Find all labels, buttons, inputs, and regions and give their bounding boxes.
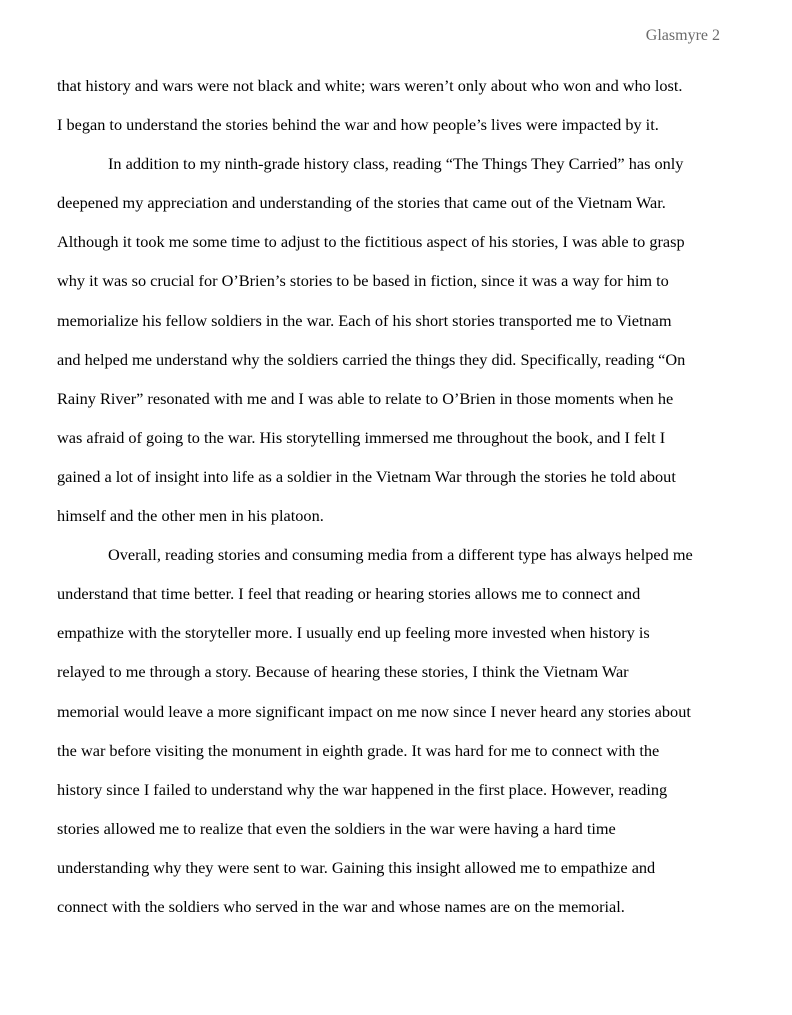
- text-line: empathize with the storyteller more. I usually end up feeling more invested when history is: [57, 623, 650, 643]
- text-line: stories allowed me to realize that even the soldiers in the war were having a hard time: [57, 818, 616, 838]
- paragraph-start-line: In addition to my ninth-grade history class, reading “The Things They Carried” has only: [108, 154, 684, 174]
- text-line: memorial would leave a more significant impact on me now since I never heard any stories about: [57, 701, 691, 721]
- running-header: Glasmyre 2: [645, 27, 720, 44]
- text-line: was afraid of going to the war. His storytelling immersed me throughout the book, and I felt I: [57, 427, 666, 447]
- text-line: I began to understand the stories behind the war and how people’s lives were impacted by it.: [57, 115, 659, 135]
- essay-body: [57, 66, 757, 926]
- text-line: connect with the soldiers who served in the war and whose names are on the memorial.: [57, 896, 625, 916]
- text-line: history since I failed to understand why the war happened in the first place. However, reading: [57, 779, 668, 799]
- text-line: relayed to me through a story. Because of hearing these stories, I think the Vietnam War: [57, 662, 629, 682]
- text-line: memorialize his fellow soldiers in the war. Each of his short stories transported me to Vietnam: [57, 310, 672, 330]
- text-line: why it was so crucial for O’Brien’s stories to be based in fiction, since it was a way for him to: [57, 271, 669, 291]
- text-line: himself and the other men in his platoon.: [57, 506, 324, 526]
- text-line: gained a lot of insight into life as a soldier in the Vietnam War through the stories he told about: [57, 466, 676, 486]
- text-line: deepened my appreciation and understanding of the stories that came out of the Vietnam War.: [57, 193, 666, 213]
- paragraph-start-line: Overall, reading stories and consuming media from a different type has always helped me: [108, 545, 693, 565]
- text-line: and helped me understand why the soldiers carried the things they did. Specifically, reading “On: [57, 349, 686, 369]
- text-line: understand that time better. I feel that reading or hearing stories allows me to connect and: [57, 584, 641, 604]
- text-line: understanding why they were sent to war. Gaining this insight allowed me to empathize and: [57, 857, 656, 877]
- text-line: that history and wars were not black and white; wars weren’t only about who won and who lost.: [57, 76, 683, 95]
- text-line: Although it took me some time to adjust to the fictitious aspect of his stories, I was able to grasp: [57, 232, 685, 252]
- text-line: the war before visiting the monument in eighth grade. It was hard for me to connect with the: [57, 740, 660, 760]
- text-line: Rainy River” resonated with me and I was able to relate to O’Brien in those moments when he: [57, 388, 674, 408]
